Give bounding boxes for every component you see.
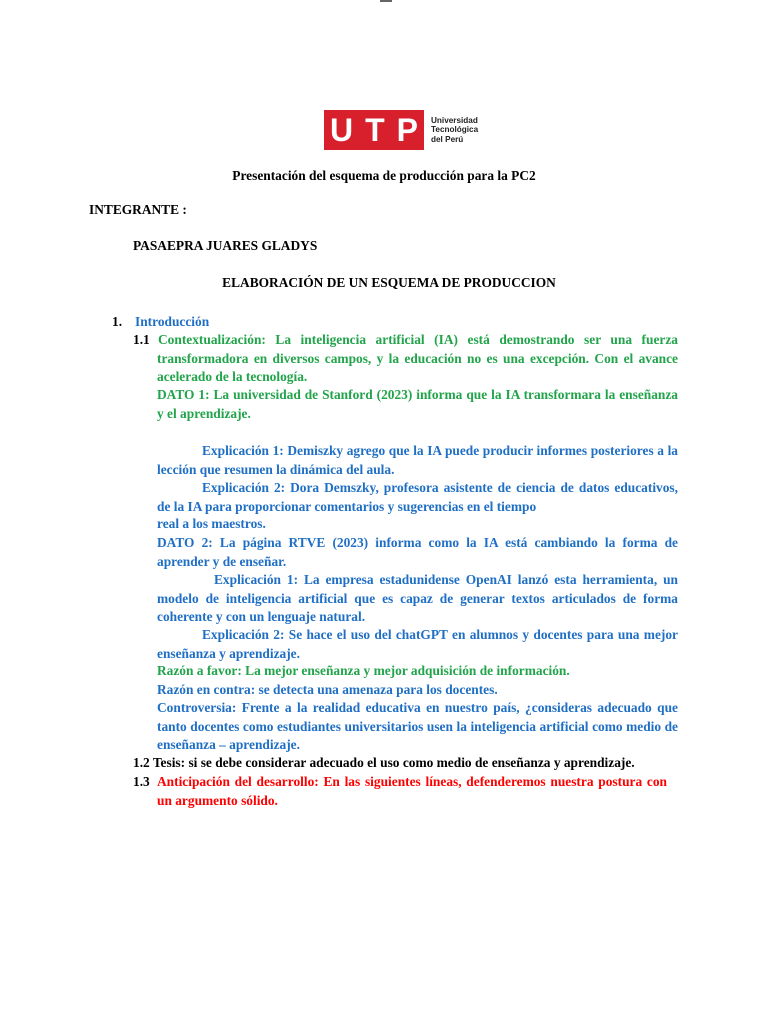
logo-badge	[324, 110, 424, 150]
section-1-1-number: 1.1	[133, 332, 150, 347]
explicacion-2-dato-1: Explicación 2: Dora Demszky, profesora asistente de ciencia de datos educativos, de la IA para proporcionar comentarios y sugerencias en el tiempo	[157, 480, 678, 514]
logo-text-line-2: Tecnológica	[431, 125, 479, 135]
anticipacion-text: Anticipación del desarrollo: En las siguientes líneas, defenderemos nuestra postura con un argumento sólido.	[157, 774, 667, 808]
explicacion-2-dato-1-tail: real a los maestros.	[157, 516, 266, 531]
section-1-title: Introducción	[135, 314, 210, 329]
integrante-label: INTEGRANTE :	[89, 202, 187, 217]
section-title: ELABORACIÓN DE UN ESQUEMA DE PRODUCCION	[222, 275, 556, 290]
explicacion-2-dato-2: Explicación 2: Se hace el uso del chatGPT en alumnos y docentes para una mejor enseñanza y aprendizaje.	[157, 627, 678, 661]
logo-text	[431, 116, 478, 144]
explicacion-1-dato-1: Explicación 1: Demiszky agrego que la IA puede producir informes posteriores a la lección que resumen la dinámica del aula.	[157, 443, 678, 477]
utp-logo	[324, 110, 478, 150]
contextualizacion-paragraph: Contextualización: La inteligencia artificial (IA) está demostrando ser una fuerza transformadora en diversos campos, y la educación no es una excepción. Con el avance acelerado de la tecnología.	[157, 332, 678, 384]
page-top-mark	[380, 0, 392, 2]
section-1-3-number: 1.3	[133, 774, 150, 789]
section-1-number: 1.	[112, 314, 123, 329]
logo-letter-t: T	[365, 112, 385, 148]
student-name: PASAEPRA JUARES GLADYS	[133, 238, 318, 253]
razon-a-favor: Razón a favor: La mejor enseñanza y mejor adquisición de información.	[157, 663, 570, 678]
controversia-paragraph: Controversia: Frente a la realidad educativa en nuestro país, ¿consideras adecuado que tanto docentes como estudiantes universitarios usen la inteligencia artificial como medio de enseñanza – aprendizaje.	[157, 700, 678, 752]
dato-2-paragraph: DATO 2: La página RTVE (2023) informa como la IA está cambiando la forma de aprender y de enseñar.	[157, 535, 678, 569]
anticipacion-paragraph	[157, 773, 667, 810]
tesis-line: 1.2 Tesis: si se debe considerar adecuado el uso como medio de enseñanza y aprendizaje.	[133, 755, 635, 770]
logo-text-line-1: Universidad	[431, 115, 478, 125]
document-title: Presentación del esquema de producción para la PC2	[232, 168, 536, 183]
razon-en-contra: Razón en contra: se detecta una amenaza para los docentes.	[157, 682, 498, 697]
logo-text-line-3: del Perú	[431, 134, 464, 144]
dato-1-paragraph: DATO 1: La universidad de Stanford (2023) informa que la IA transformara la enseñanza y el aprendizaje.	[157, 387, 678, 421]
logo-letter-p: P	[396, 112, 418, 148]
logo-letter-u: U	[330, 112, 354, 148]
explicacion-1-dato-2: Explicación 1: La empresa estadunidense OpenAI lanzó esta herramienta, un modelo de inteligencia artificial que es capaz de generar textos articulados de forma coherente y con un lenguaje natural.	[157, 572, 678, 624]
